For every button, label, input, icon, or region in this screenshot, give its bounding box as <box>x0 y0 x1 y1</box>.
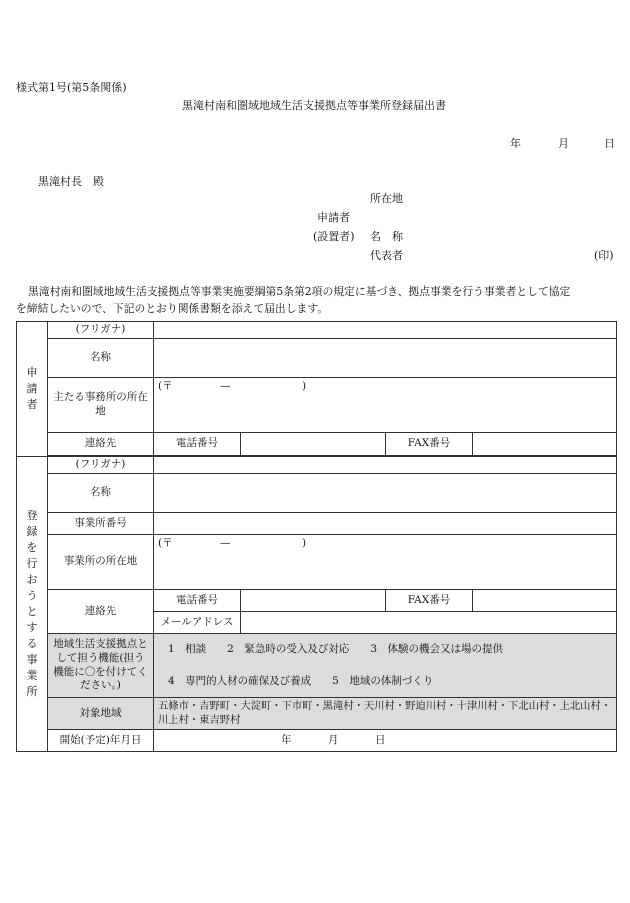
office-email-label: メールアドレス <box>154 612 241 634</box>
office-phone-input[interactable] <box>241 590 386 612</box>
page-title: 黒滝村南和圏域地域生活支援拠点等事業所登録届出書 <box>182 99 446 112</box>
applicant-name-input[interactable] <box>154 339 617 378</box>
seal-mark: (印) <box>594 249 614 262</box>
applicant-furigana-input[interactable] <box>154 322 617 339</box>
applicant-office-address-input[interactable] <box>154 378 617 433</box>
section-applicant-heading: 申請者 <box>17 322 48 457</box>
office-zip-close: ) <box>302 537 307 549</box>
applicant-office-address-label: 主たる事務所の所在地 <box>48 378 154 433</box>
function-options-line-1: 1 相談 2 緊急時の受入及び対応 3 体験の機会又は場の提供 <box>168 642 504 655</box>
office-name-label: 名称 <box>48 474 154 513</box>
start-year-label: 年 <box>281 733 292 746</box>
function-options[interactable] <box>154 634 617 698</box>
office-number-label: 事業所番号 <box>48 513 154 535</box>
applicant-name-label: 名 称 <box>370 230 403 243</box>
office-zip-open: (〒 <box>158 537 173 549</box>
function-options-line-2: 4 専門的人材の確保及び養成 5 地域の体制づくり <box>168 674 434 687</box>
office-name-input[interactable] <box>154 474 617 513</box>
applicant-address-label: 所在地 <box>370 192 403 205</box>
applicant-fax-input[interactable] <box>473 433 617 456</box>
intro-line-1: 黒滝村南和圏域地域生活支援拠点等事業実施要綱第5条第2項の規定に基づき、拠点事業を行う事業者として協定 <box>28 285 571 298</box>
start-day-label: 日 <box>375 733 386 746</box>
office-contact-label: 連絡先 <box>48 590 154 634</box>
office-furigana-input[interactable] <box>154 457 617 474</box>
zip-close: ) <box>302 380 307 392</box>
zip-open: (〒 <box>158 380 173 392</box>
start-month-label: 月 <box>328 733 339 746</box>
date-month-label: 月 <box>558 137 569 150</box>
form-number: 様式第1号(第5条関係) <box>16 81 127 94</box>
applicant-fax-label: FAX番号 <box>386 433 473 456</box>
office-furigana-label: (フリガナ) <box>48 457 154 474</box>
registration-form-table <box>16 321 617 752</box>
applicant-contact-label: 連絡先 <box>48 433 154 456</box>
applicant-phone-label: 電話番号 <box>154 433 241 456</box>
office-fax-input[interactable] <box>473 590 617 612</box>
zip-dash: — <box>220 380 231 392</box>
applicant-name-row-label: 名称 <box>48 339 154 378</box>
function-label: 地域生活支援拠点として担う機能(担う機能に〇を付けてください。) <box>48 634 154 698</box>
area-value: 五條市・吉野町・大淀町・下市町・黒滝村・天川村・野迫川村・十津川村・下北山村・上北山村・川上村・東吉野村 <box>154 698 617 730</box>
date-year-label: 年 <box>510 137 521 150</box>
office-phone-label: 電話番号 <box>154 590 241 612</box>
office-email-input[interactable] <box>241 612 617 634</box>
start-date-input[interactable] <box>154 730 617 752</box>
addressee: 黒滝村長 殿 <box>38 175 104 188</box>
office-number-input[interactable] <box>154 513 617 535</box>
intro-line-2: を締結したいので、下記のとおり関係書類を添えて届出します。 <box>16 302 329 315</box>
date-day-label: 日 <box>604 137 615 150</box>
office-zip-dash: — <box>220 537 231 549</box>
establisher-label: (設置者) <box>313 230 355 243</box>
section-office-heading: 登録を行おうとする事業所 <box>17 457 48 752</box>
office-address-label: 事業所の所在地 <box>48 535 154 590</box>
office-address-input[interactable] <box>154 535 617 590</box>
representative-label: 代表者 <box>370 249 403 262</box>
start-date-label: 開始(予定)年月日 <box>48 730 154 752</box>
area-label: 対象地域 <box>48 698 154 730</box>
office-fax-label: FAX番号 <box>386 590 473 612</box>
applicant-phone-input[interactable] <box>241 433 386 456</box>
furigana-label: (フリガナ) <box>48 322 154 339</box>
applicant-label: 申請者 <box>317 211 350 224</box>
